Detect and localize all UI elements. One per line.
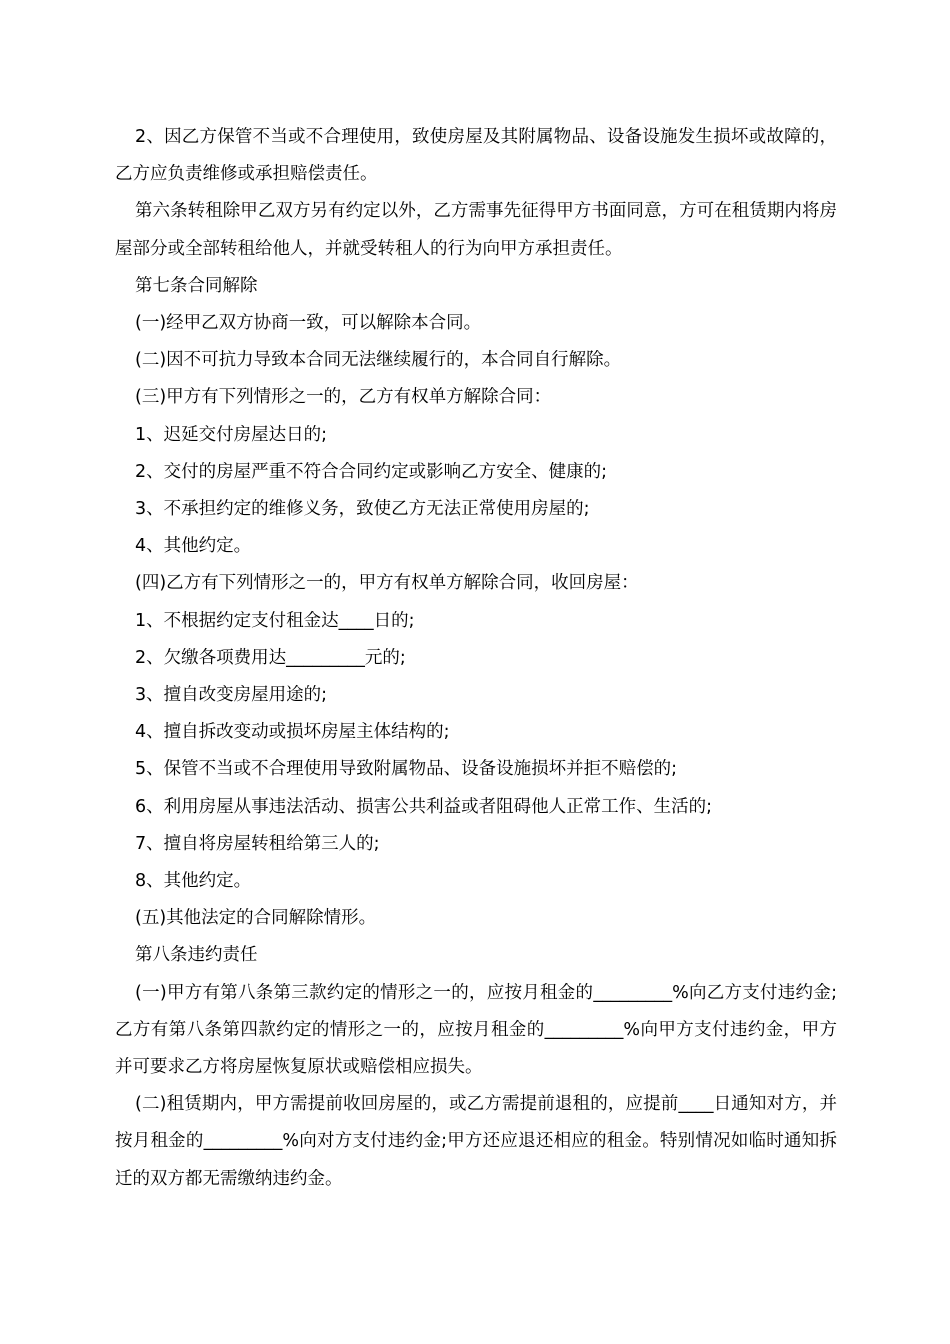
list-item: 4、擅自拆改变动或损坏房屋主体结构的; xyxy=(135,722,450,743)
list-item: 7、擅自将房屋转租给第三人的; xyxy=(135,833,380,854)
clause-paragraph: 2、因乙方保管不当或不合理使用，致使房屋及其附属物品、设备设施发生损坏或故障的，乙方应负责维修或承担赔偿责任。 xyxy=(115,127,837,185)
clause-paragraph: (五)其他法定的合同解除情形。 xyxy=(135,908,377,929)
section-heading: 第八条违约责任 xyxy=(135,945,258,966)
clause-paragraph: (一)甲方有第八条第三款约定的情形之一的，应按月租金的_________%向乙方支付违约金;乙方有第八条第四款约定的情形之一的，应按月租金的_________%向甲方支付违约金，甲方并可要求乙方将房屋恢复原状或赔偿相应损失。 xyxy=(115,982,837,1078)
list-item: 1、不根据约定支付租金达____日的; xyxy=(135,610,415,631)
clause-paragraph: (三)甲方有下列情形之一的，乙方有权单方解除合同： xyxy=(135,387,552,408)
clause-paragraph: (二)租赁期内，甲方需提前收回房屋的，或乙方需提前退租的，应提前____日通知对方，并按月租金的_________%向对方支付违约金;甲方还应退还相应的租金。特别情况如临时通知拆迁的双方都无需缴纳违约金。 xyxy=(115,1094,837,1189)
list-item: 3、擅自改变房屋用途的; xyxy=(135,685,328,706)
clause-paragraph: (四)乙方有下列情形之一的，甲方有权单方解除合同，收回房屋： xyxy=(135,573,639,594)
clause-paragraph: (一)经甲乙双方协商一致，可以解除本合同。 xyxy=(135,313,482,334)
list-item: 1、迟延交付房屋达日的; xyxy=(135,424,328,445)
clause-paragraph: 第六条转租除甲乙双方另有约定以外，乙方需事先征得甲方书面同意，方可在租赁期内将房屋部分或全部转租给他人，并就受转租人的行为向甲方承担责任。 xyxy=(115,201,837,259)
list-item: 2、交付的房屋严重不符合合同约定或影响乙方安全、健康的; xyxy=(135,461,608,482)
section-heading: 第七条合同解除 xyxy=(135,275,258,296)
clause-paragraph: (二)因不可抗力导致本合同无法继续履行的，本合同自行解除。 xyxy=(135,350,622,371)
list-item: 8、其他约定。 xyxy=(135,871,252,892)
list-item: 6、利用房屋从事违法活动、损害公共利益或者阻碍他人正常工作、生活的; xyxy=(135,796,713,817)
list-item: 3、不承担约定的维修义务，致使乙方无法正常使用房屋的; xyxy=(135,499,590,520)
list-item: 5、保管不当或不合理使用导致附属物品、设备设施损坏并拒不赔偿的; xyxy=(135,759,678,780)
list-item: 4、其他约定。 xyxy=(135,536,252,557)
list-item: 2、欠缴各项费用达_________元的; xyxy=(135,647,406,668)
document-page xyxy=(115,119,837,1198)
